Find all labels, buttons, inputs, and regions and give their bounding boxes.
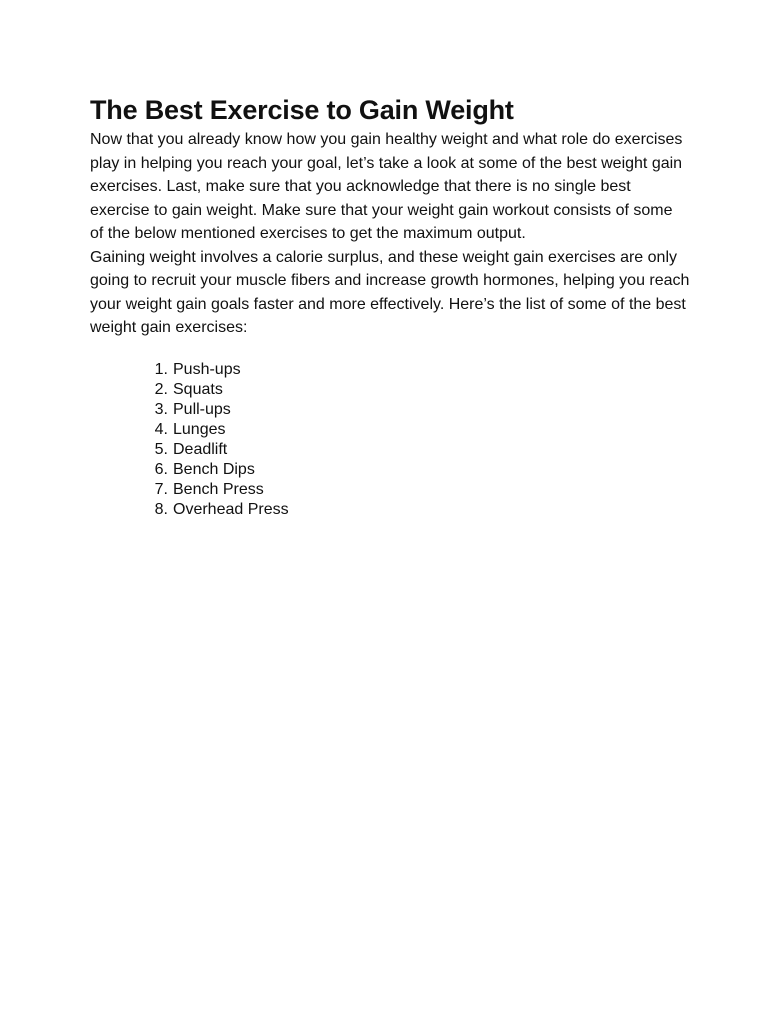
list-item-text: Lunges [173,420,226,438]
list-item-text: Bench Dips [173,460,255,478]
list-item [90,360,690,380]
list-item-number: 3. [154,400,168,418]
list-item-number: 7. [154,480,168,498]
list-item-text: Squats [173,380,223,398]
list-item-text: Push-ups [173,360,241,378]
list-item [90,460,690,480]
list-item [90,440,690,460]
surplus-paragraph: Gaining weight involves a calorie surplus, and these weight gain exercises are only going to recruit your muscle fibers and increase growth hormones, helping you reach your weight gain goals faster and more effectively. Here’s the list of some of the best weight gain exercises: [90,248,690,336]
list-item [90,400,690,420]
intro-paragraph: Now that you already know how you gain healthy weight and what role do exercises play in helping you reach your goal, let’s take a look at some of the best weight gain exercises. Last, make sure that you acknowledge that there is no single best exercise to gain weight. Make sure that your weight gain workout consists of some of the below mentioned exercises to get the maximum output. [90,131,683,242]
document-title: The Best Exercise to Gain Weight [90,95,514,125]
list-item-text: Overhead Press [173,500,289,518]
list-item-number: 8. [154,500,168,518]
list-item [90,500,690,520]
exercise-list [90,360,690,520]
list-item-number: 5. [154,440,168,458]
list-item-text: Bench Press [173,480,264,498]
list-item-text: Deadlift [173,440,228,458]
list-item [90,380,690,400]
list-item [90,420,690,440]
list-item-number: 2. [154,380,168,398]
list-item [90,480,690,500]
list-item-number: 4. [154,420,168,438]
document-page [90,92,690,520]
list-item-number: 1. [154,360,168,378]
list-item-number: 6. [154,460,168,478]
list-item-text: Pull-ups [173,400,231,418]
